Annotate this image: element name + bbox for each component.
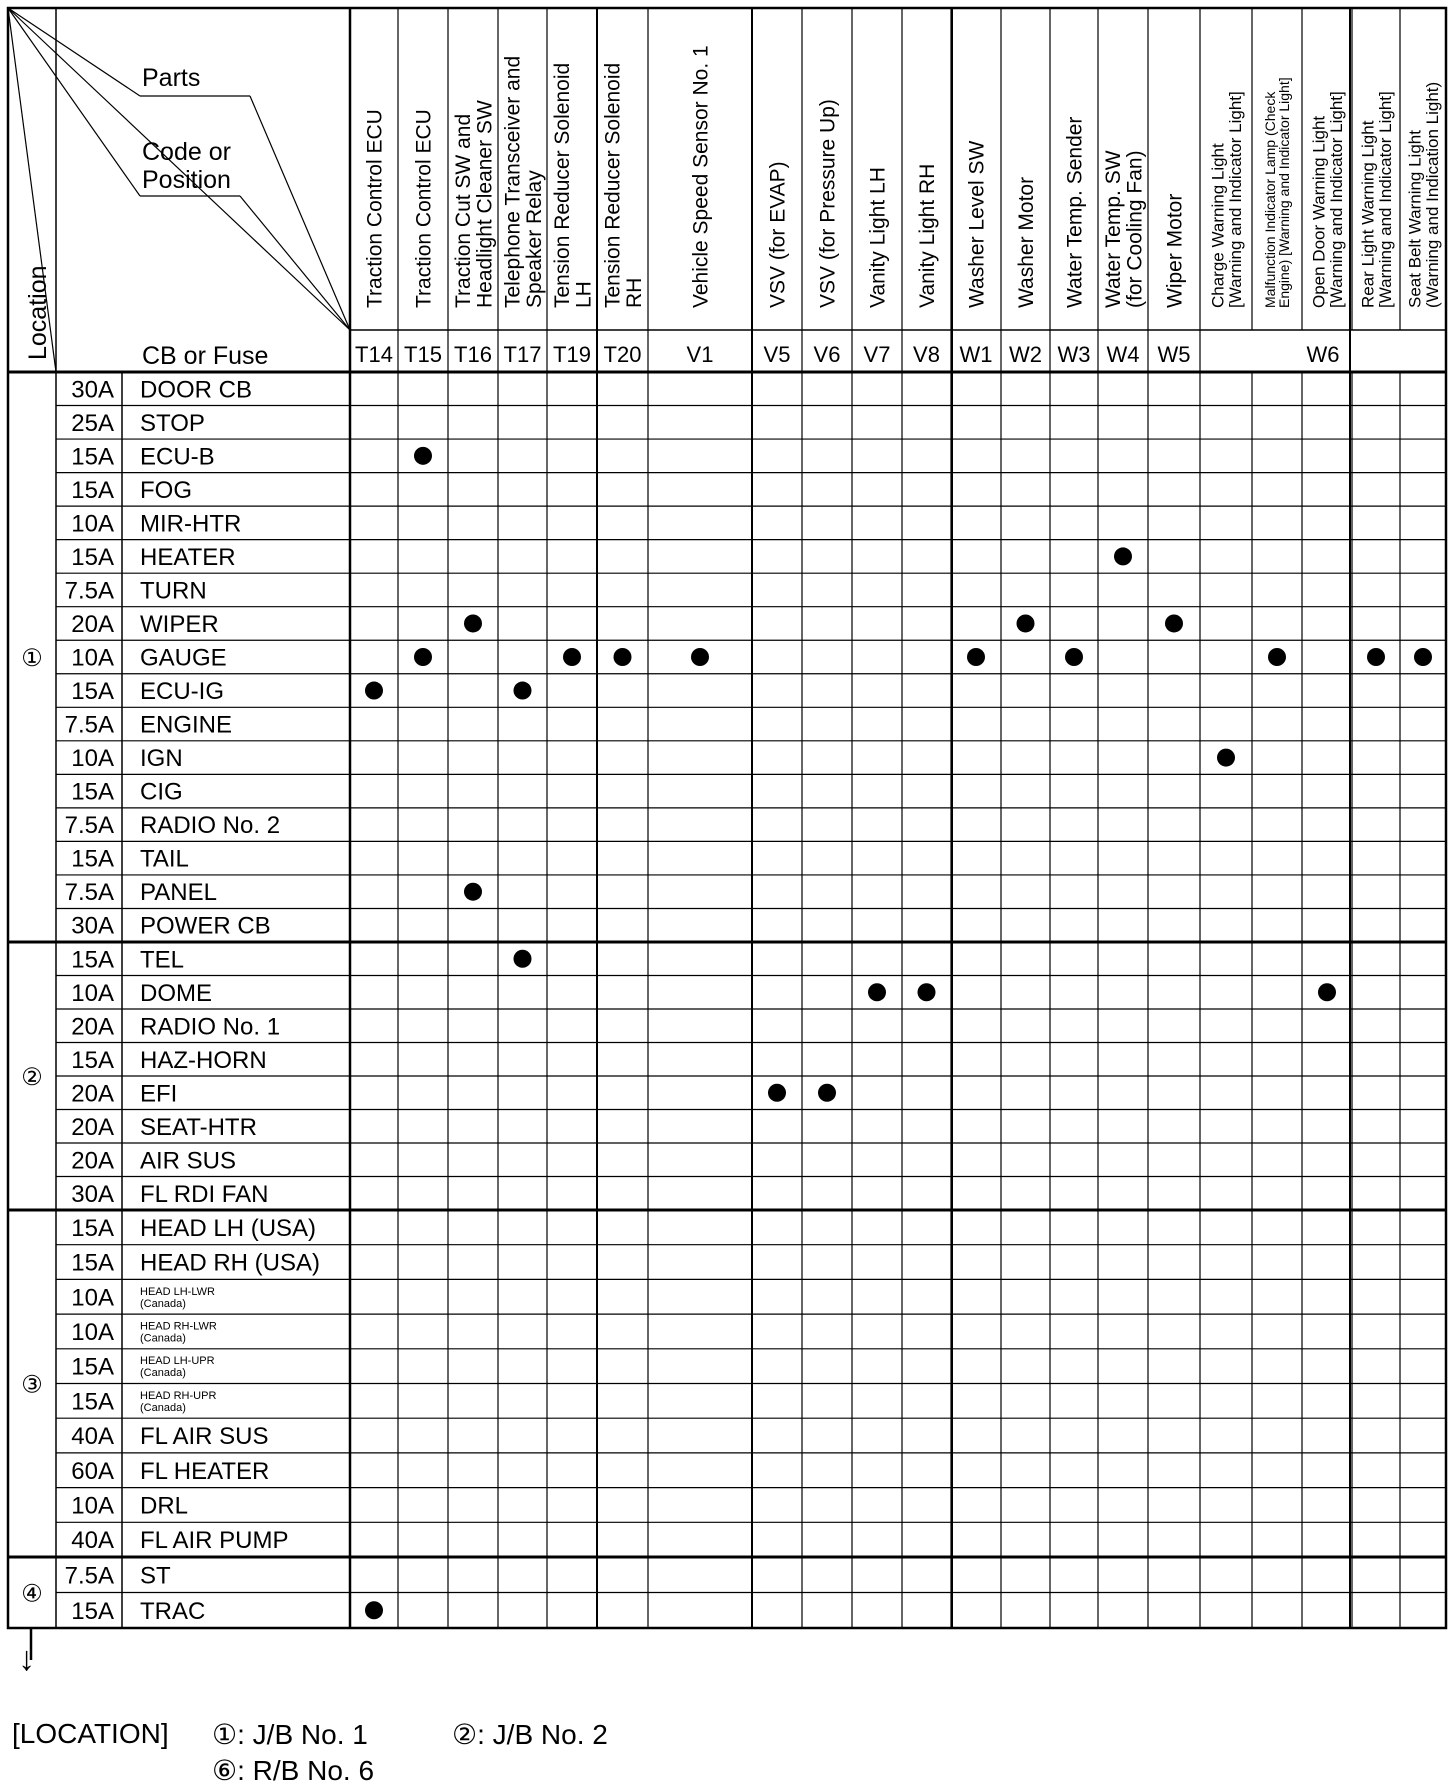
connection-dot xyxy=(514,950,532,968)
part-code: T15 xyxy=(404,342,442,367)
fuse-name: FL HEATER xyxy=(140,1457,270,1485)
fuse-amperage: 7.5A xyxy=(64,1562,114,1590)
fuse-name-sub: (Canada) xyxy=(140,1401,186,1414)
fuse-name: SEAT-HTR xyxy=(140,1113,257,1141)
fuse-amperage: 10A xyxy=(71,745,114,773)
connection-dot xyxy=(918,983,936,1001)
part-code: W1 xyxy=(959,342,993,367)
part-name: Vehicle Speed Sensor No. 1 xyxy=(689,45,713,308)
part-name: (for Cooling Fan) xyxy=(1123,150,1147,308)
fuse-name: EFI xyxy=(140,1080,178,1108)
part-name: [Warning and Indicator Light] xyxy=(1326,91,1346,308)
part-name: Traction Control ECU xyxy=(412,109,436,308)
part-name: [Warning and Indicator Light] xyxy=(1375,91,1395,308)
fuse-name: TURN xyxy=(140,577,207,605)
part-code: V8 xyxy=(913,342,940,367)
part-code: T16 xyxy=(454,342,492,367)
fuse-amperage: 15A xyxy=(71,1046,114,1074)
fuse-name: TAIL xyxy=(140,845,189,873)
fuse-amperage: 15A xyxy=(71,1249,114,1277)
fuse-amperage: 10A xyxy=(71,979,114,1007)
fuse-name: FL AIR PUMP xyxy=(140,1527,289,1555)
connection-dot xyxy=(1217,749,1235,767)
fuse-amperage: 10A xyxy=(71,644,114,672)
fuse-amperage: 30A xyxy=(71,376,114,404)
fuse-amperage: 30A xyxy=(71,1180,114,1208)
part-code: V1 xyxy=(686,342,714,367)
location-symbol: ④ xyxy=(21,1580,43,1608)
fuse-amperage: 15A xyxy=(71,476,114,504)
legend-item-jb1: ①: J/B No. 1 xyxy=(212,1719,368,1750)
fuse-name: RADIO No. 2 xyxy=(140,812,281,840)
part-name: [Warning and Indicator Light] xyxy=(1225,91,1245,308)
part-code-w6: W6 xyxy=(1306,342,1340,367)
fuse-amperage: 15A xyxy=(71,1214,114,1242)
fuse-amperage: 15A xyxy=(71,1597,114,1625)
fuse-name: STOP xyxy=(140,409,205,437)
connection-dot xyxy=(514,682,532,700)
connection-dot xyxy=(691,648,709,666)
connection-dot xyxy=(1414,648,1432,666)
header-diagonal xyxy=(8,8,140,96)
connection-dot xyxy=(365,682,383,700)
fuse-name: FL RDI FAN xyxy=(140,1180,269,1208)
fuse-name: FOG xyxy=(140,476,192,504)
code-or-position-label: Code or xyxy=(142,138,231,166)
connection-dot xyxy=(868,983,886,1001)
connection-dot xyxy=(414,648,432,666)
part-code: V6 xyxy=(813,342,841,367)
header-diagonal xyxy=(250,96,350,330)
connection-dot xyxy=(1268,648,1286,666)
connection-dot xyxy=(464,614,482,632)
fuse-name: DOME xyxy=(140,979,212,1007)
part-name: Telephone Transceiver and xyxy=(501,55,525,308)
fuse-name: HEAD LH (USA) xyxy=(140,1214,317,1242)
legend-item-jb2: ②: J/B No. 2 xyxy=(452,1719,608,1750)
fuse-amperage: 15A xyxy=(71,845,114,873)
legend-item-rb6: ⑥: R/B No. 6 xyxy=(212,1755,375,1786)
fuse-amperage: 15A xyxy=(71,778,114,806)
connection-dot xyxy=(1065,648,1083,666)
fuse-name: IGN xyxy=(140,745,183,773)
connection-dot xyxy=(464,883,482,901)
fuse-name: HEATER xyxy=(140,543,236,571)
code-or-position-label: Position xyxy=(142,166,231,194)
part-code: W2 xyxy=(1009,342,1042,367)
fuse-name: HEAD RH-UPR xyxy=(140,1389,217,1402)
connection-dot xyxy=(768,1084,786,1102)
fuse-name: DRL xyxy=(140,1492,189,1520)
fuse-amperage: 20A xyxy=(71,1013,114,1041)
part-name: Traction Control ECU xyxy=(363,109,387,308)
fuse-name: POWER CB xyxy=(140,912,271,940)
part-name: Open Door Warning Light xyxy=(1309,115,1329,308)
arrow-down-icon: ↓ xyxy=(18,1640,35,1678)
part-name: Seat Belt Warning Light xyxy=(1405,130,1425,308)
connection-dot xyxy=(1114,547,1132,565)
part-code: T14 xyxy=(355,342,393,367)
fuse-amperage: 7.5A xyxy=(64,879,114,907)
fuse-amperage: 15A xyxy=(71,946,114,974)
fuse-name: PANEL xyxy=(140,879,217,907)
fuse-amperage: 40A xyxy=(71,1423,114,1451)
fuse-name-sub: (Canada) xyxy=(140,1332,186,1345)
fuse-amperage: 30A xyxy=(71,912,114,940)
part-name: Engine) [Warning and Indicator Light] xyxy=(1276,77,1293,308)
fuse-name-sub: (Canada) xyxy=(140,1367,186,1380)
connection-dot xyxy=(1017,614,1035,632)
fuse-name: CIG xyxy=(140,778,183,806)
part-name: Speaker Relay xyxy=(522,170,546,308)
fuse-amperage: 15A xyxy=(71,1353,114,1381)
fuse-amperage: 7.5A xyxy=(64,711,114,739)
location-symbol: ② xyxy=(21,1064,43,1091)
connection-dot xyxy=(1318,983,1336,1001)
part-name: Water Temp. Sender xyxy=(1063,116,1087,308)
part-name: LH xyxy=(572,281,596,308)
fuse-name: DOOR CB xyxy=(140,376,253,404)
part-name: VSV (for EVAP) xyxy=(766,161,790,308)
location-symbol: ① xyxy=(21,645,43,672)
part-code: T19 xyxy=(553,342,591,367)
fuse-amperage: 15A xyxy=(71,1388,114,1416)
part-code: T20 xyxy=(603,342,642,367)
connection-dot xyxy=(414,447,432,465)
part-name: RH xyxy=(622,277,646,308)
fuse-name-sub: (Canada) xyxy=(140,1297,186,1310)
fuse-amperage: 20A xyxy=(71,1080,114,1108)
fuse-name: HAZ-HORN xyxy=(140,1046,267,1074)
part-name: (Warning and Indication Light) xyxy=(1422,81,1442,308)
fuse-amperage: 10A xyxy=(71,1492,114,1520)
fuse-amperage: 25A xyxy=(71,409,114,437)
fuse-name: RADIO No. 1 xyxy=(140,1013,281,1041)
connection-dot xyxy=(365,1601,383,1619)
part-code: V7 xyxy=(863,342,891,367)
connection-dot xyxy=(563,648,581,666)
fuse-name: ENGINE xyxy=(140,711,233,739)
part-name: Water Temp. SW xyxy=(1101,150,1125,308)
fuse-name: TRAC xyxy=(140,1597,206,1625)
part-name: Traction Cut SW and xyxy=(451,113,475,308)
location-symbol: ③ xyxy=(21,1371,43,1399)
part-code: W4 xyxy=(1106,342,1140,367)
part-name: Vanity Light RH xyxy=(916,163,940,308)
fuse-name: GAUGE xyxy=(140,644,227,672)
fuse-name: ST xyxy=(140,1562,171,1590)
part-name: Tension Reducer Solenoid xyxy=(601,62,625,308)
fuse-name: HEAD LH-UPR xyxy=(140,1355,215,1368)
cb-or-fuse-label: CB or Fuse xyxy=(142,342,269,370)
part-name: Washer Level SW xyxy=(965,140,989,308)
fuse-amperage: 10A xyxy=(71,1318,114,1346)
fuse-amperage: 40A xyxy=(71,1527,114,1555)
part-name: Wiper Motor xyxy=(1163,193,1187,308)
part-name: Tension Reducer Solenoid xyxy=(550,62,574,308)
fuse-name: AIR SUS xyxy=(140,1147,237,1175)
fuse-name: ECU-B xyxy=(140,443,215,471)
part-name: Vanity Light LH xyxy=(866,167,890,308)
part-name: Malfunction Indicator Lamp (Check xyxy=(1261,91,1278,308)
fuse-amperage: 10A xyxy=(71,1284,114,1312)
fuse-amperage: 20A xyxy=(71,1113,114,1141)
fuse-name: FL AIR SUS xyxy=(140,1423,269,1451)
fuse-amperage: 15A xyxy=(71,443,114,471)
fuse-name: HEAD RH (USA) xyxy=(140,1249,321,1277)
part-code: W3 xyxy=(1057,342,1091,367)
part-code: W5 xyxy=(1157,342,1191,367)
part-name: Charge Warning Light xyxy=(1208,143,1228,308)
fuse-amperage: 15A xyxy=(71,543,114,571)
fuse-name: MIR-HTR xyxy=(140,510,242,538)
fuse-name: ECU-IG xyxy=(140,678,224,706)
fuse-amperage: 7.5A xyxy=(64,812,114,840)
fuse-name: TEL xyxy=(140,946,185,974)
connection-dot xyxy=(1165,614,1183,632)
fuse-name: WIPER xyxy=(140,610,219,638)
parts-label: Parts xyxy=(142,64,201,92)
fuse-amperage: 15A xyxy=(71,678,114,706)
fuse-amperage: 20A xyxy=(71,610,114,638)
connection-dot xyxy=(614,648,632,666)
fuse-amperage: 10A xyxy=(71,510,114,538)
fuse-name: HEAD RH-LWR xyxy=(140,1320,217,1333)
connection-dot xyxy=(1367,648,1385,666)
part-name: Rear Light Warning Light xyxy=(1358,120,1378,308)
legend-title: [LOCATION] xyxy=(12,1718,169,1749)
header-diagonal xyxy=(8,8,140,196)
part-name: Headlight Cleaner SW xyxy=(473,100,497,308)
connection-dot xyxy=(818,1084,836,1102)
fuse-amperage: 7.5A xyxy=(64,577,114,605)
part-name: VSV (for Pressure Up) xyxy=(816,99,840,308)
location-label: Location xyxy=(24,265,52,360)
connection-dot xyxy=(967,648,985,666)
part-code: T17 xyxy=(503,342,542,367)
part-code: V5 xyxy=(763,342,791,367)
fuse-name: HEAD LH-LWR xyxy=(140,1285,215,1298)
fuse-amperage: 20A xyxy=(71,1147,114,1175)
header-diagonal xyxy=(240,196,350,330)
part-name: Washer Motor xyxy=(1015,176,1039,308)
fuse-amperage: 60A xyxy=(71,1457,114,1485)
